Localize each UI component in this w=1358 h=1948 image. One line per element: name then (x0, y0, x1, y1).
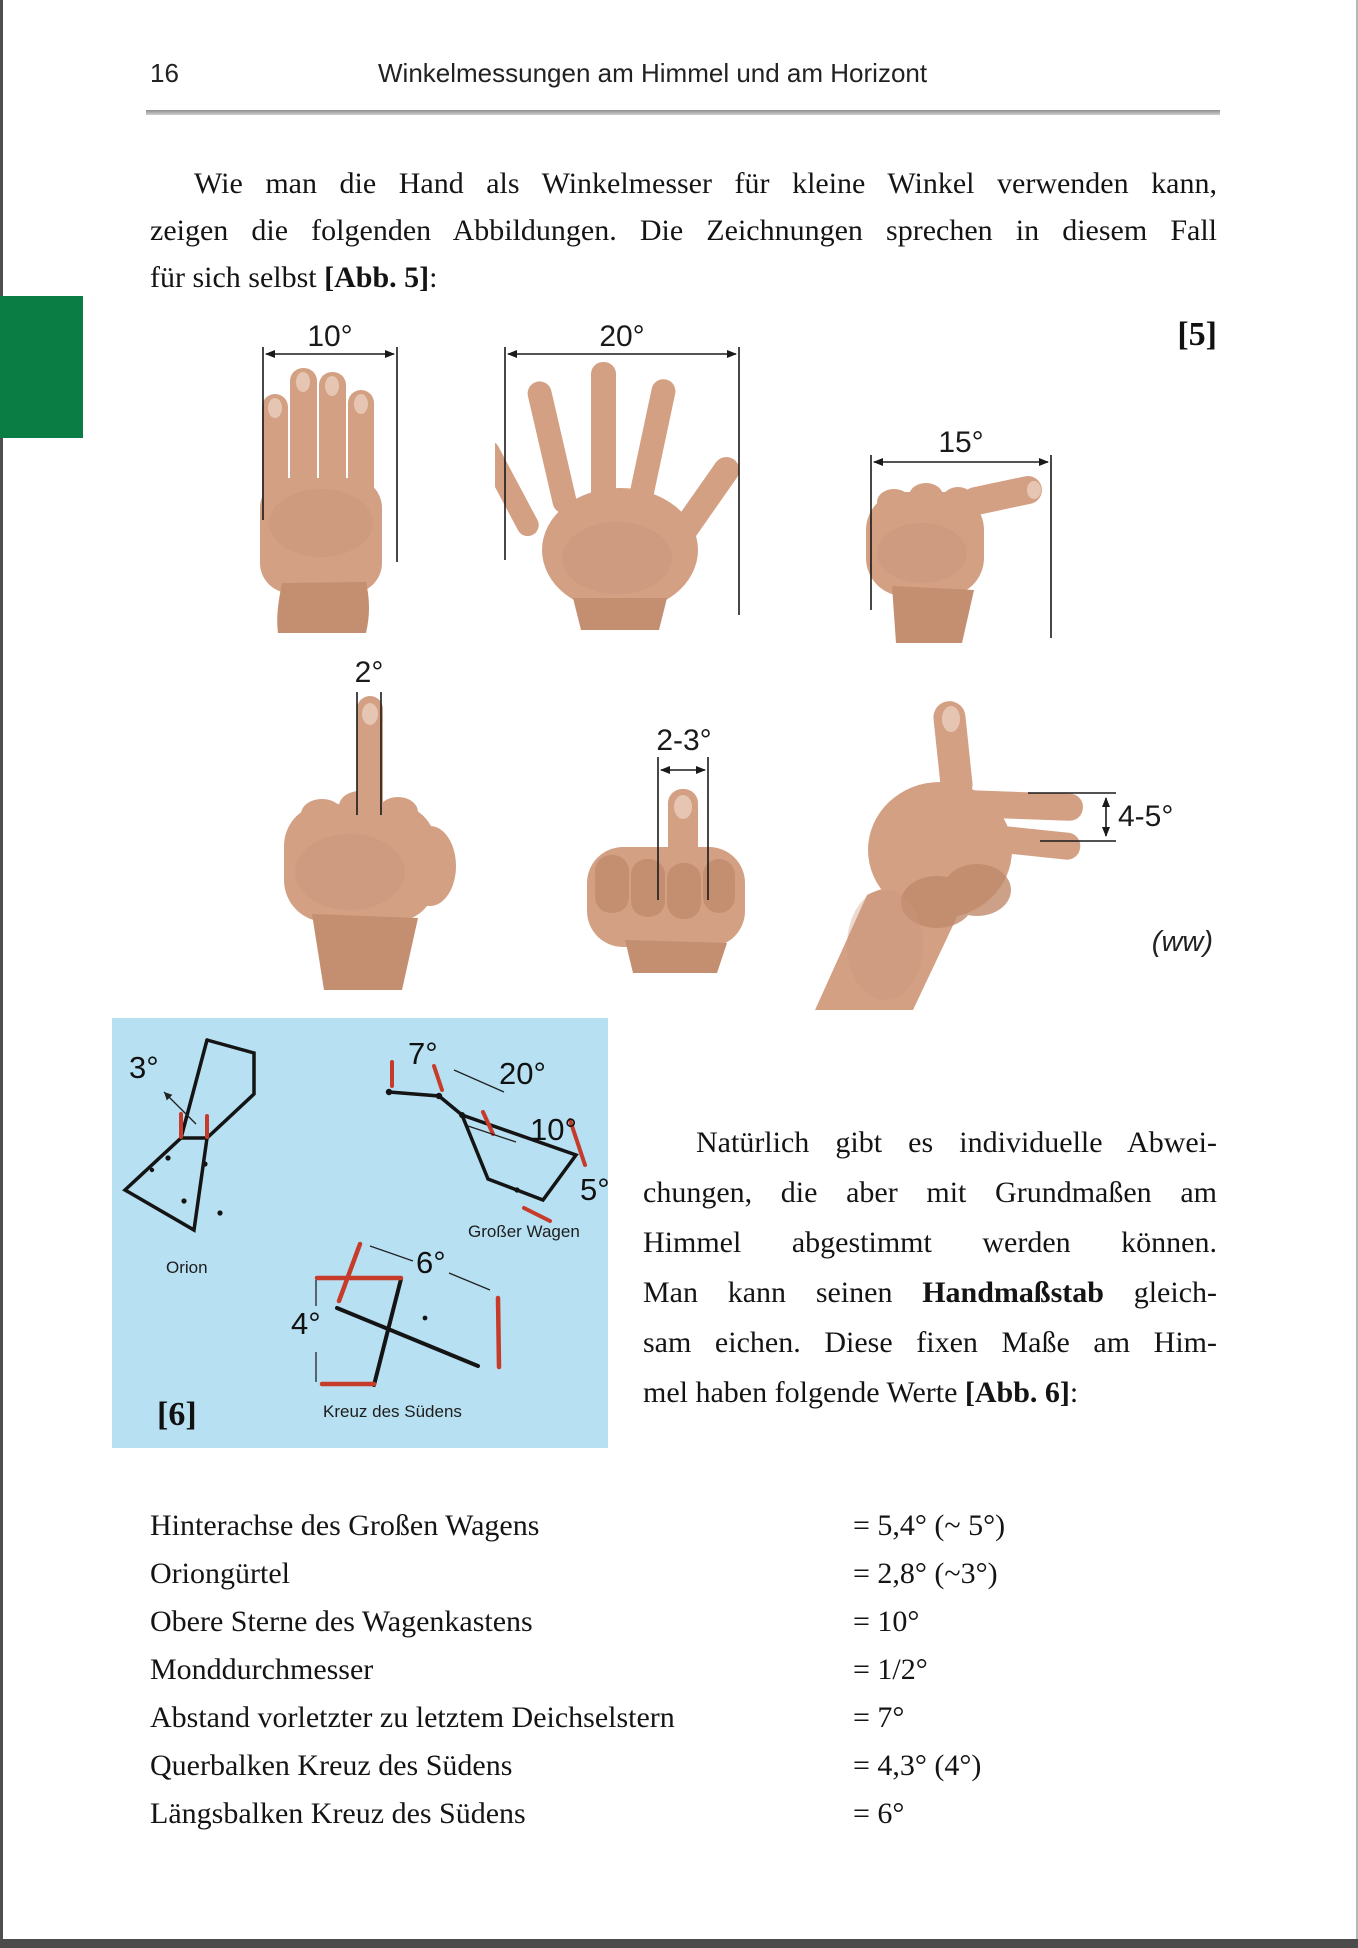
row-value: = 2,8° (~3°) (853, 1557, 998, 1590)
angle-label-4-5deg: 4-5° (1118, 800, 1174, 833)
row-label: Obere Sterne des Wagenkastens (150, 1605, 533, 1638)
wagen-angle-20deg: 20° (499, 1056, 546, 1091)
kreuz-name-label: Kreuz des Südens (323, 1402, 462, 1421)
kreuz-angle-6deg: 6° (416, 1245, 446, 1280)
row-label: Längsbalken Kreuz des Südens (150, 1797, 526, 1830)
figure-reference-bold: [Abb. 5] (324, 261, 430, 294)
paragraph-line: chungen, die aber mit Grundmaßen am (643, 1176, 1217, 1209)
paragraph-line: zeigen die folgenden Abbildungen. Die Zeichnungen sprechen in diesem Fall (150, 214, 1217, 247)
table-row (150, 1742, 1230, 1790)
paragraph-line: mel haben folgende Werte [Abb. 6]: (643, 1376, 1079, 1409)
table-row (150, 1598, 1230, 1646)
figure-reference-bold: [Abb. 6] (964, 1376, 1070, 1409)
photo-credit: (ww) (1151, 926, 1213, 958)
paragraph-line: Wie man die Hand als Winkelmesser für kleine Winkel verwenden kann, (194, 167, 1217, 200)
row-value: = 7° (853, 1701, 905, 1734)
table-row (150, 1694, 1230, 1742)
hand-scale-value-table (150, 1502, 1230, 1838)
angle-label-10deg: 10° (307, 320, 353, 353)
angle-label-15deg: 15° (938, 426, 984, 459)
kreuz-angle-4deg: 4° (291, 1306, 321, 1341)
wagen-angle-5deg: 5° (580, 1172, 610, 1207)
table-row (150, 1790, 1230, 1838)
orion-stars (150, 1155, 223, 1215)
row-value: = 4,3° (4°) (853, 1749, 982, 1782)
row-value: = 1/2° (853, 1653, 928, 1686)
paragraph-line: Himmel abgestimmt werden können. (643, 1226, 1217, 1259)
paragraph-handmassstab (643, 1118, 1217, 1418)
figure-6-ref: [6] (157, 1396, 197, 1433)
row-label: Abstand vorletzter zu letztem Deichselstern (150, 1701, 675, 1734)
row-label: Hinterachse des Großen Wagens (150, 1509, 540, 1542)
kreuz-lines (337, 1279, 478, 1385)
angle-label-20deg: 20° (599, 320, 645, 353)
paragraph-line: sam eichen. Diese fixen Maße am Him- (643, 1326, 1217, 1359)
handmassstab-bold: Handmaßstab (922, 1276, 1104, 1309)
angle-label-2-3deg: 2-3° (656, 724, 712, 757)
grosser-wagen-name-label: Großer Wagen (468, 1222, 580, 1241)
orion-angle-3deg: 3° (129, 1050, 159, 1085)
table-row (150, 1502, 1230, 1550)
row-value: = 10° (853, 1605, 920, 1638)
paragraph-line: Natürlich gibt es individuelle Abwei- (696, 1126, 1217, 1159)
angle-label-2deg: 2° (354, 656, 384, 689)
row-value: = 6° (853, 1797, 905, 1830)
running-header-title: Winkelmessungen am Himmel und am Horizont (378, 58, 928, 88)
row-label: Monddurchmesser (150, 1653, 374, 1686)
row-label: Querbalken Kreuz des Südens (150, 1749, 513, 1782)
page-number: 16 (150, 58, 179, 88)
kreuz-star (423, 1316, 428, 1321)
wagen-angle-10deg: 10° (530, 1112, 577, 1147)
grosser-wagen-stars (386, 1089, 520, 1193)
row-label: Oriongürtel (150, 1557, 290, 1590)
orion-name-label: Orion (166, 1258, 208, 1277)
wagen-angle-7deg: 7° (408, 1036, 438, 1071)
row-value: = 5,4° (~ 5°) (853, 1509, 1006, 1542)
table-row (150, 1550, 1230, 1598)
paragraph-line: Man kann seinen Handmaßstab gleich- (643, 1276, 1217, 1309)
page-bottom-edge (0, 1939, 1358, 1948)
paragraph-line: für sich selbst [Abb. 5]: (150, 261, 438, 294)
figure-5-ref: [5] (1177, 316, 1217, 353)
table-row (150, 1646, 1230, 1694)
